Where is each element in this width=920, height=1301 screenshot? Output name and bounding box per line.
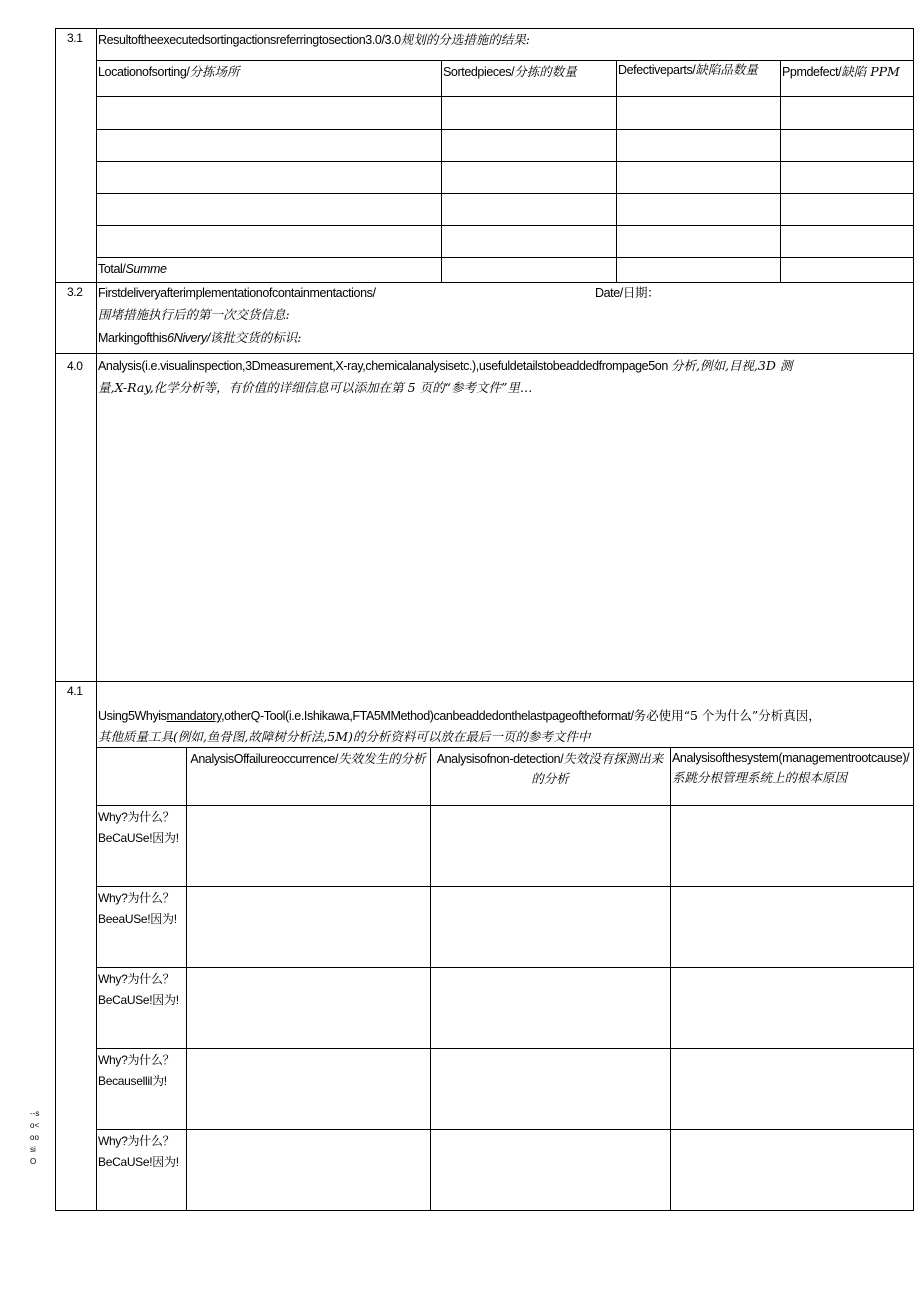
date-label: Date/日期：: [595, 286, 660, 300]
section-number-3-2: 3.2: [67, 285, 83, 299]
five-why-instruction: Using5Whyismandatory,otherQ-Tool(i.e.Ishikawa,FTA5MMethod)canbeaddedonthelastpageoftheformat/务必使用“5 个为什么”分析真因，: [98, 708, 821, 723]
section-3-1-title-cn: 规划的分选措施的结果:: [400, 32, 530, 47]
header-failure-occurrence: AnalysisOffailureoccurrence/失效发生的分析: [190, 751, 426, 766]
first-delivery-label: Firstdeliveryafterimplementationofcontainmentactions/: [98, 286, 376, 300]
margin-note: --s o< oo si O: [30, 1109, 40, 1166]
section-3-1-title: [98, 30, 530, 50]
why-row-1: Why?为什么？ BeCaUSe!因为!: [98, 810, 179, 845]
header-system-root-cause: Analysisofthesystem(managementrootcause)/系跳分根管理系统上的根本原因: [672, 751, 910, 785]
section-number-4-1: 4.1: [67, 684, 83, 698]
total-label: Total/Summe: [98, 262, 167, 276]
header-defective-parts: Defectiveparts/缺陷品数量: [618, 62, 758, 77]
analysis-instruction: Analysis(i.e.visualinspection,3Dmeasurement,X-ray,chemicalanalysisetc.),usefuldetailstobeaddedfrompage5on 分析,例如,目视,3D 测: [98, 358, 793, 373]
header-ppm-defect: Ppmdefect/缺陷 PPM: [782, 64, 900, 79]
why-row-3: Why?为什么？ BeCaUSe!因为!: [98, 972, 179, 1007]
analysis-instruction-cn: 量,X-Ray,化学分析等，有价值的详细信息可以添加在第 5 页的“参考文件”里…: [98, 380, 533, 395]
marking-label: Markingofthis6Nivery/该批交货的标识:: [98, 330, 302, 345]
first-delivery-label-cn: 围堵措施执行后的第一次交货信息:: [98, 307, 290, 322]
section-number-3-1: 3.1: [67, 31, 83, 45]
header-location-of-sorting: Locationofsorting/分拣场所: [98, 64, 240, 79]
why-row-5: Why?为什么？ BeCaUSe!因为!: [98, 1134, 179, 1169]
header-sorted-pieces: Sortedpieces/分拣的数量: [443, 64, 577, 79]
why-row-4: Why?为什么？ Becausellil为!: [98, 1053, 175, 1088]
why-row-2: Why?为什么？ BeeaUSe!因为!: [98, 891, 177, 926]
analysis-text-area[interactable]: [97, 400, 912, 680]
section-3-1-title-en: Resultoftheexecutedsortingactionsreferringtosection3.0/3.0: [98, 33, 401, 47]
five-why-instruction-cn: 其他质量工具(例如,鱼骨图,故障树分析法,5M)的分析资料可以放在最后一页的参考文件中: [98, 729, 591, 744]
section-number-4-0: 4.0: [67, 359, 83, 373]
header-non-detection: Analysisofnon-detection/失效没有探测出来的分析: [436, 751, 664, 786]
